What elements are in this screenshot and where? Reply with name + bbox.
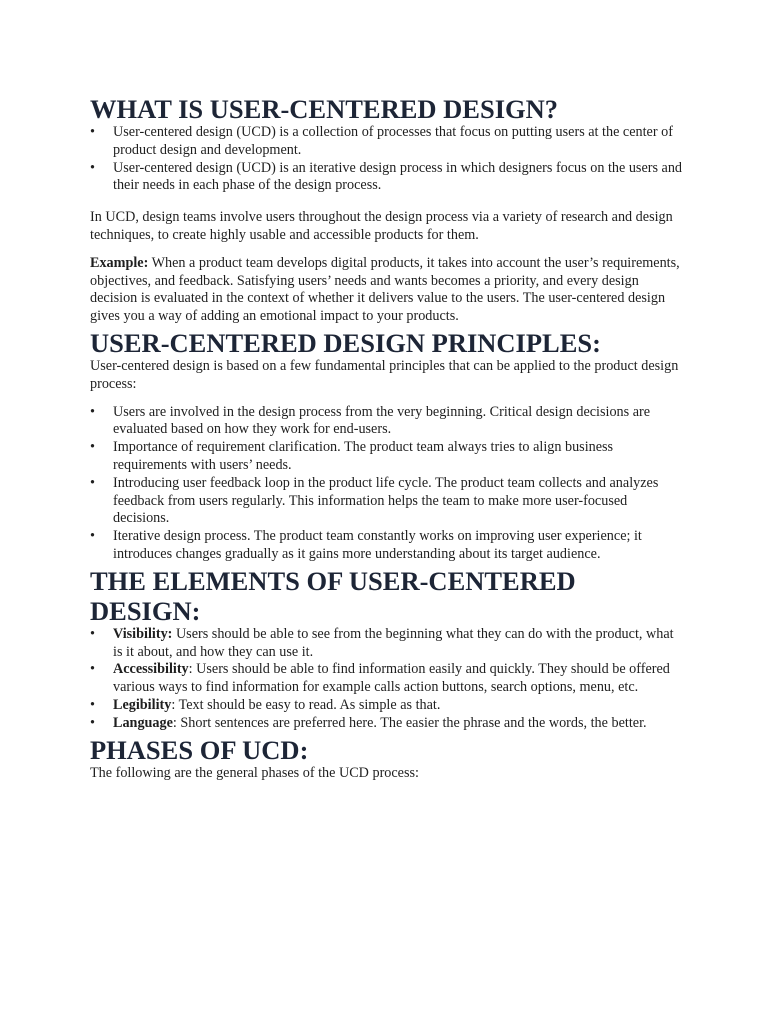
list-item: • Users are involved in the design process from the very beginning. Critical design decisions are evaluated based on how they work for end-users. bbox=[90, 403, 651, 438]
phases-intro: The following are the general phases of the UCD process: bbox=[90, 764, 419, 781]
bullet: • bbox=[90, 696, 95, 713]
bullet: • bbox=[90, 474, 95, 491]
principles-list bbox=[90, 404, 686, 564]
list-item: • Language: Short sentences are preferred here. The easier the phrase and the words, the better. bbox=[90, 714, 647, 731]
bullet: • bbox=[90, 714, 95, 731]
bullet: • bbox=[90, 159, 95, 176]
list-item: • Importance of requirement clarification. The product team always tries to align business requirements with users’ needs. bbox=[90, 439, 614, 473]
list-item: • User-centered design (UCD) is a collection of processes that focus on putting users at the center of product design and development. bbox=[90, 124, 673, 158]
list-item: • Iterative design process. The product team constantly works on improving user experience; it introduces changes gradually as it gains more understanding about its target audience. bbox=[90, 528, 642, 562]
elements-list bbox=[90, 626, 686, 733]
bullet: • bbox=[90, 661, 95, 678]
heading-what-is-ucd: WHAT IS USER-CENTERED DESIGN? bbox=[90, 94, 559, 124]
list-item: • Introducing user feedback loop in the product life cycle. The product team collects and analyzes feedback from users regularly. This information helps the team to make more user-focused decisions. bbox=[90, 474, 659, 527]
heading-ucd-principles: USER-CENTERED DESIGN PRINCIPLES: bbox=[90, 327, 601, 358]
heading-phases-of-ucd: PHASES OF UCD: bbox=[90, 734, 309, 765]
example-label: Example: bbox=[90, 254, 149, 271]
list-item: • User-centered design (UCD) is an iterative design process in which designers focus on the users and their needs in each phase of the design process. bbox=[90, 159, 683, 194]
list-item: • Visibility: Users should be able to see from the beginning what they can do with the product, what is it about, and how they can use it. bbox=[90, 625, 674, 660]
bullet: • bbox=[90, 403, 95, 420]
list-item: • Accessibility: Users should be able to find information easily and quickly. They should be offered various ways to find information for example calls action buttons, search options, menu, etc. bbox=[90, 661, 670, 696]
paragraph-example: Example: When a product team develops digital products, it takes into account the user’s requirements, objectives, and feedback. Satisfying users’ needs and wants becomes a priority, and every design decision is evaluated in the context of whether it delivers value to the users. The user-centered design gives you a way of adding an emotional impact to your products. bbox=[90, 254, 680, 325]
bullet: • bbox=[90, 625, 95, 642]
principles-intro: User-centered design is based on a few fundamental principles that can be applied to the product design process: bbox=[90, 357, 679, 392]
paragraph-ucd-teams: In UCD, design teams involve users throughout the design process via a variety of research and design techniques, to create highly usable and accessible products for them. bbox=[90, 209, 673, 243]
document-content bbox=[90, 92, 686, 782]
bullet: • bbox=[90, 439, 95, 456]
list-item: • Legibility: Text should be easy to read. As simple as that. bbox=[90, 696, 441, 713]
bullet: • bbox=[90, 528, 95, 545]
heading-ucd-elements: THE ELEMENTS OF USER-CENTERED DESIGN: bbox=[90, 565, 576, 626]
ucd-definition-list bbox=[90, 124, 686, 195]
bullet: • bbox=[90, 124, 95, 140]
